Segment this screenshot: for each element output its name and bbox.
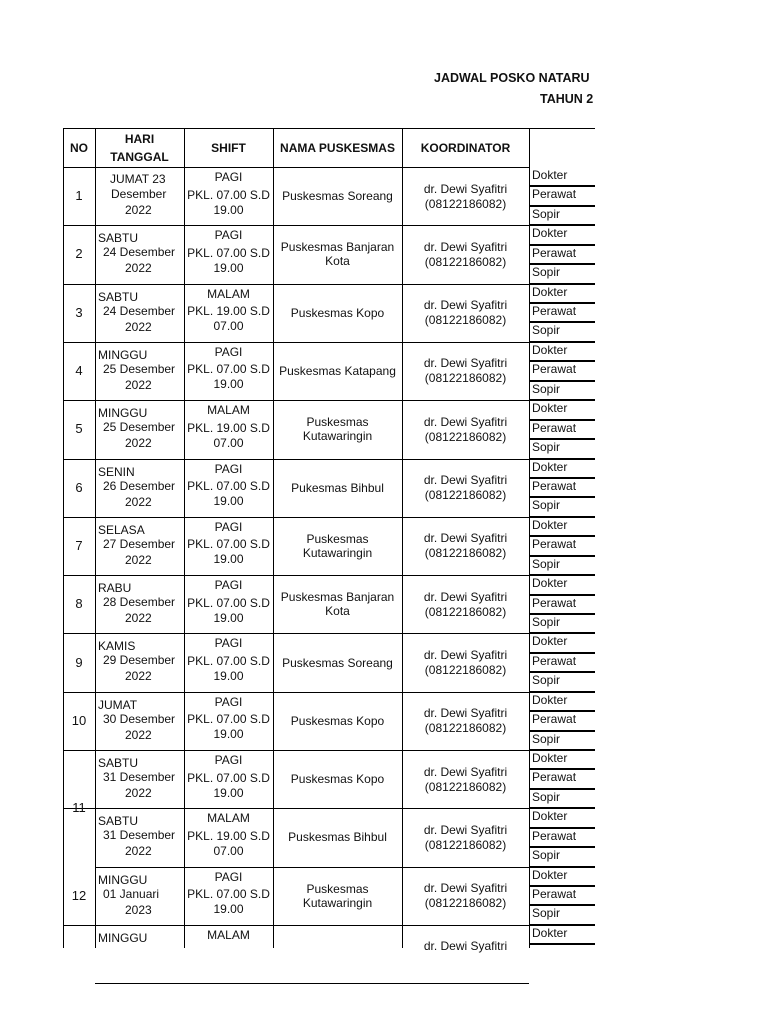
row-koordinator: dr. Dewi Syafitri xyxy=(423,589,508,604)
row-shift-time: PKL. 07.00 S.D xyxy=(187,245,270,260)
row-year: 2022 xyxy=(125,552,152,567)
row-koordinator-phone: (08122186082) xyxy=(424,546,507,561)
row-koordinator-phone: (08122186082) xyxy=(424,371,507,386)
role-label: Perawat xyxy=(532,245,577,260)
role-label: Perawat xyxy=(532,304,577,319)
row-date: 26 Desember xyxy=(103,478,176,493)
row-day: RABU xyxy=(98,581,132,596)
row-koordinator-phone: (08122186082) xyxy=(424,721,507,736)
column-border xyxy=(529,128,530,948)
role-label: Perawat xyxy=(532,537,577,552)
row-koordinator: dr. Dewi Syafitri xyxy=(423,298,508,313)
role-label: Sopir xyxy=(532,848,561,863)
row-koordinator-phone: (08122186082) xyxy=(424,254,507,269)
row-date: 24 Desember xyxy=(103,303,176,318)
row-number: 10 xyxy=(71,712,87,728)
role-label: Sopir xyxy=(532,265,561,280)
row-shift: PAGI xyxy=(214,519,243,534)
row-puskesmas: Puskesmas Kutawaringin xyxy=(302,531,373,560)
row-date: 28 Desember xyxy=(103,595,176,610)
row-koordinator: dr. Dewi Syafitri xyxy=(423,414,508,429)
header-koordinator: KOORDINATOR xyxy=(420,140,511,155)
row-shift-time-end: 07.00 xyxy=(213,843,244,858)
table-top-border xyxy=(63,128,595,129)
row-day: SENIN xyxy=(98,464,135,479)
row-border xyxy=(95,983,529,984)
row-date: 25 Desember xyxy=(103,361,176,376)
row-day: SABTU xyxy=(98,289,139,304)
role-label: Sopir xyxy=(532,556,561,571)
row-number: 5 xyxy=(75,421,83,437)
row-shift: MALAM xyxy=(207,403,250,418)
row-shift: MALAM xyxy=(207,927,250,942)
row-shift: PAGI xyxy=(214,170,243,184)
row-shift: MALAM xyxy=(207,286,250,301)
row-day: SABTU xyxy=(98,814,139,829)
row-koordinator-phone: (08122186082) xyxy=(424,313,507,328)
row-shift-time-end: 19.00 xyxy=(213,552,244,567)
role-label: Sopir xyxy=(532,789,561,804)
role-label: Perawat xyxy=(532,828,577,843)
role-label: Sopir xyxy=(532,498,561,513)
row-koordinator: dr. Dewi Syafitri xyxy=(423,531,508,546)
row-date: 25 Desember xyxy=(103,420,176,435)
row-shift-time xyxy=(184,945,273,960)
role-label: Perawat xyxy=(532,653,577,668)
row-shift-time: PKL. 07.00 S.D xyxy=(187,537,270,552)
role-label: Dokter xyxy=(532,751,568,765)
row-koordinator: dr. Dewi Syafitri xyxy=(423,356,508,371)
row-date: 30 Desember xyxy=(103,711,176,726)
row-puskesmas: Puskesmas Kutawaringin xyxy=(302,881,373,910)
row-koordinator-phone: (08122186082) xyxy=(424,429,507,444)
role-label: Perawat xyxy=(532,887,577,902)
row-day: KAMIS xyxy=(98,639,136,654)
row-shift-time: PKL. 19.00 S.D xyxy=(187,420,270,435)
header-shift: SHIFT xyxy=(211,140,246,155)
role-label: Sopir xyxy=(532,731,561,746)
row-puskesmas: Puskesmas Banjaran Kota xyxy=(280,590,395,619)
role-label: Sopir xyxy=(532,440,561,455)
role-label: Perawat xyxy=(532,478,577,493)
row-shift-time-end: 19.00 xyxy=(213,260,244,275)
row-shift-time-end: 19.00 xyxy=(213,785,244,800)
row-puskesmas: Puskesmas Kopo xyxy=(290,713,385,728)
role-label: Perawat xyxy=(532,420,577,435)
row-number: 12 xyxy=(71,887,87,903)
role-label: Dokter xyxy=(532,576,568,591)
row-shift-time-end: 19.00 xyxy=(213,494,244,508)
role-label: Dokter xyxy=(532,809,568,824)
row-number: 8 xyxy=(75,596,83,612)
row-koordinator-phone: (08122186082) xyxy=(424,837,507,852)
row-shift-time: PKL. 07.00 S.D xyxy=(187,653,270,668)
column-border xyxy=(273,128,274,948)
row-number: 6 xyxy=(75,479,83,495)
row-day: SABTU xyxy=(98,756,139,770)
row-number: 11 xyxy=(72,800,86,816)
row-puskesmas: Puskesmas Soreang xyxy=(282,655,393,670)
row-day: SELASA xyxy=(98,522,145,537)
row-shift: PAGI xyxy=(214,694,243,709)
role-label: Dokter xyxy=(532,226,568,241)
row-shift-time: PKL. 07.00 S.D xyxy=(187,712,270,727)
row-date: 29 Desember xyxy=(103,653,176,668)
row-koordinator: dr. Dewi Syafitri xyxy=(423,706,508,721)
row-shift-time: PKL. 07.00 S.D xyxy=(187,887,270,902)
role-label: Sopir xyxy=(532,614,561,629)
role-label: Dokter xyxy=(532,517,568,532)
row-day: MINGGU xyxy=(98,347,148,362)
role-label: Perawat xyxy=(532,187,577,202)
row-puskesmas: Puskesmas Kopo xyxy=(290,305,385,320)
row-shift: MALAM xyxy=(207,811,250,826)
role-label: Sopir xyxy=(532,673,561,688)
row-day: JUMAT xyxy=(98,697,138,712)
row-shift-time: PKL. 07.00 S.D xyxy=(187,479,270,493)
row-koordinator-phone: (08122186082) xyxy=(424,604,507,619)
row-koordinator-phone: (08122186082) xyxy=(424,662,507,677)
row-date: 24 Desember xyxy=(103,245,176,260)
row-koordinator: dr. Dewi Syafitri xyxy=(423,647,508,662)
role-label: Sopir xyxy=(532,381,561,396)
document-title: JADWAL POSKO NATARU xyxy=(434,71,590,85)
row-shift: PAGI xyxy=(214,753,243,767)
row-shift: PAGI xyxy=(214,636,243,651)
row-year: 2022 xyxy=(125,494,152,509)
role-label: Dokter xyxy=(532,692,568,707)
row-shift-time: PKL. 19.00 S.D xyxy=(187,828,270,843)
row-year: 2022 xyxy=(125,669,152,684)
role-label: Sopir xyxy=(532,906,561,921)
row-koordinator: dr. Dewi Syafitri xyxy=(423,822,508,837)
role-label: Perawat xyxy=(532,770,577,785)
row-koordinator: dr. Dewi Syafitri xyxy=(423,764,508,779)
row-number: 1 xyxy=(75,188,83,204)
row-puskesmas: Puskesmas Katapang xyxy=(279,364,396,379)
row-shift-time-end: 19.00 xyxy=(213,377,244,392)
role-label: Sopir xyxy=(532,323,561,338)
row-day: MINGGU xyxy=(98,406,148,421)
row-shift-time-end: 19.00 xyxy=(213,727,244,742)
row-koordinator: dr. Dewi Syafitri xyxy=(423,473,508,487)
row-number: 7 xyxy=(75,537,83,553)
row-day: SABTU xyxy=(98,231,139,246)
row-shift: PAGI xyxy=(214,228,243,243)
row-shift-time: PKL. 07.00 S.D xyxy=(187,770,270,785)
row-shift-time-end: 07.00 xyxy=(213,435,244,450)
row-date: Desember xyxy=(111,187,167,201)
row-shift: PAGI xyxy=(214,869,243,884)
row-koordinator: dr. Dewi Syafitri xyxy=(423,181,508,196)
row-koordinator-phone: (08122186082) xyxy=(424,896,507,911)
row-shift-time: PKL. 07.00 S.D xyxy=(187,595,270,610)
row-year: 2022 xyxy=(125,611,152,626)
row-year: 2023 xyxy=(125,902,152,917)
row-shift: PAGI xyxy=(214,578,243,593)
role-label: Perawat xyxy=(532,362,577,377)
row-shift-time: PKL. 19.00 S.D xyxy=(187,304,270,319)
row-shift: PAGI xyxy=(214,461,243,476)
row-number: 2 xyxy=(75,246,83,262)
row-date: 31 Desember xyxy=(103,770,176,784)
row-koordinator-phone: (08122186082) xyxy=(424,196,507,211)
row-day: MINGGU xyxy=(98,872,148,887)
row-puskesmas: Puskesmas Soreang xyxy=(282,189,393,204)
row-koordinator: dr. Dewi Syafitri xyxy=(423,881,508,896)
role-label: Dokter xyxy=(532,634,568,649)
role-label: Perawat xyxy=(532,595,577,610)
column-border xyxy=(95,128,96,948)
row-day: MINGGU xyxy=(98,930,148,945)
role-label: Sopir xyxy=(532,206,561,221)
header-no: NO xyxy=(70,140,88,155)
role-label: Dokter xyxy=(532,459,568,474)
row-year: 2022 xyxy=(125,319,152,334)
role-separator xyxy=(529,943,595,945)
role-label: Dokter xyxy=(532,168,568,182)
row-puskesmas xyxy=(279,925,396,983)
row-day: JUMAT 23 xyxy=(110,172,166,186)
role-label: Perawat xyxy=(532,712,577,727)
row-shift: PAGI xyxy=(214,344,243,359)
row-date: 27 Desember xyxy=(103,536,176,551)
row-puskesmas: Puskesmas Kutawaringin xyxy=(302,415,373,444)
role-label: Dokter xyxy=(532,925,568,940)
row-shift-time-end xyxy=(184,960,273,975)
row-puskesmas: Puskesmas Banjaran Kota xyxy=(280,240,395,269)
row-shift-time: PKL. 07.00 S.D xyxy=(187,362,270,377)
row-shift-time-end: 19.00 xyxy=(213,610,244,625)
row-koordinator: dr. Dewi Syafitri xyxy=(423,239,508,254)
row-year: 2022 xyxy=(125,203,152,217)
row-number: 9 xyxy=(75,654,83,670)
role-label: Dokter xyxy=(532,867,568,882)
row-year: 2022 xyxy=(125,727,152,742)
row-number: 3 xyxy=(75,304,83,320)
header-puskesmas: NAMA PUSKESMAS xyxy=(280,140,395,155)
row-number xyxy=(63,925,95,983)
document-subtitle: TAHUN 2 xyxy=(540,92,594,106)
row-koordinator-phone: (08122186082) xyxy=(424,488,507,502)
row-date: 31 Desember xyxy=(103,828,176,843)
row-puskesmas: Pukesmas Bihbul xyxy=(291,480,384,495)
row-koordinator-phone: (08122186082) xyxy=(424,779,507,794)
header-hari-tanggal: HARI TANGGAL xyxy=(110,131,169,164)
row-year: 2022 xyxy=(125,786,152,800)
row-puskesmas: Puskesmas Bihbul xyxy=(288,830,387,845)
row-shift-time-end: 19.00 xyxy=(213,668,244,683)
row-year: 2022 xyxy=(125,261,152,276)
role-label: Dokter xyxy=(532,342,568,357)
row-shift-time-end: 19.00 xyxy=(213,902,244,917)
row-year: 2022 xyxy=(125,844,152,859)
row-shift-time-end: 19.00 xyxy=(213,202,244,217)
row-shift-time: PKL. 07.00 S.D xyxy=(187,187,270,202)
row-year: 2022 xyxy=(125,436,152,451)
row-date: 01 Januari xyxy=(103,886,160,901)
row-puskesmas: Puskesmas Kopo xyxy=(290,772,385,787)
role-label: Dokter xyxy=(532,284,568,299)
row-number: 4 xyxy=(75,363,83,379)
row-year: 2022 xyxy=(125,377,152,392)
role-label: Dokter xyxy=(532,401,568,416)
row-koordinator: dr. Dewi Syafitri xyxy=(423,939,508,954)
row-shift-time-end: 07.00 xyxy=(213,319,244,334)
